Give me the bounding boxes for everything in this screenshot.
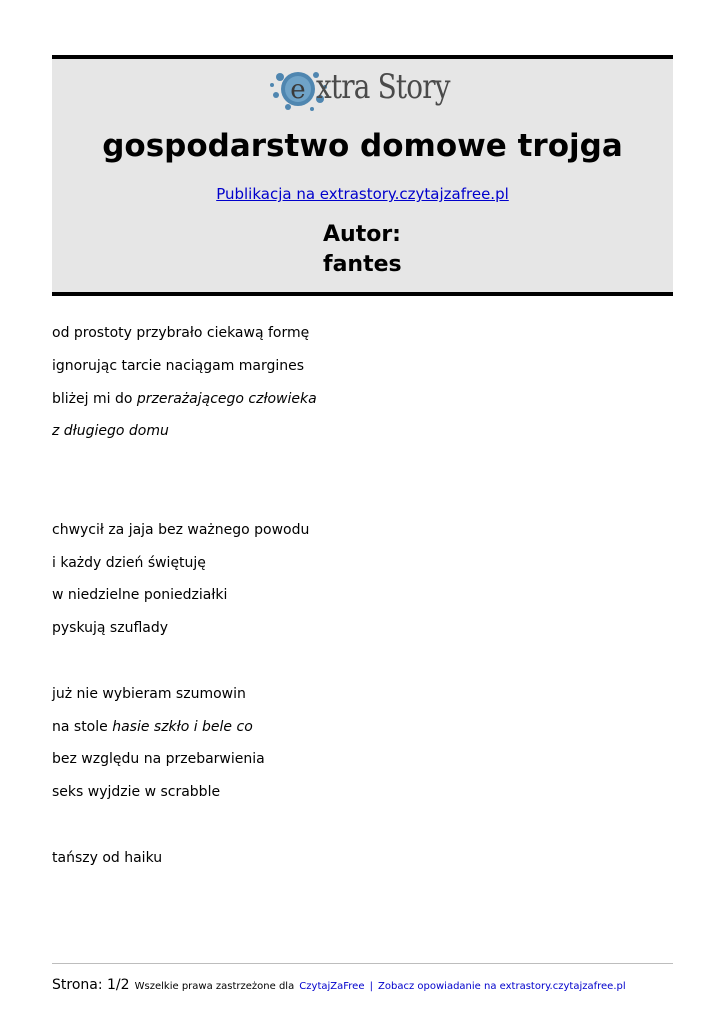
page-footer xyxy=(52,974,626,997)
poem-line: bez względu na przebarwienia xyxy=(52,751,265,768)
stanza-break xyxy=(52,486,673,508)
author-label: Autor: xyxy=(323,222,401,247)
poem-line-italic: z długiego domu xyxy=(52,423,169,440)
poem-line-plain: na stole xyxy=(52,718,113,735)
poem-line xyxy=(52,388,673,410)
czytajzafree-link[interactable]: CzytajZaFree xyxy=(299,981,365,992)
author-block xyxy=(323,220,402,280)
poem-line-italic: przerażającego człowieka xyxy=(136,390,317,407)
stanza-break xyxy=(52,453,673,475)
poem-line: ignorując tarcie naciągam margines xyxy=(52,357,305,374)
author-name: fantes xyxy=(323,252,402,277)
publication-link[interactable]: Publikacja na extrastory.czytajzafree.pl xyxy=(216,185,509,203)
stanza-break xyxy=(52,814,673,836)
document-header xyxy=(52,55,673,296)
view-story-link[interactable]: Zobacz opowiadanie na extrastory.czytajzafree.pl xyxy=(378,981,626,992)
footer-separator: | xyxy=(369,981,373,992)
poem-line: tańszy od haiku xyxy=(52,849,163,866)
poem-line xyxy=(52,420,673,442)
poem-line: w niedzielne poniedziałki xyxy=(52,587,228,604)
rights-text: Wszelkie prawa zastrzeżone dla xyxy=(134,981,295,992)
stanza-break xyxy=(52,650,673,672)
poem-line: już nie wybieram szumowin xyxy=(52,685,246,702)
poem-line: chwycił za jaja bez ważnego powodu xyxy=(52,521,310,538)
poem-body xyxy=(52,322,673,880)
story-title: gospodarstwo domowe trojga xyxy=(102,128,623,164)
logo-text: xtra Story xyxy=(316,67,450,107)
poem-line-italic: hasie szkło i bele co xyxy=(112,718,253,735)
poem-line: od prostoty przybrało ciekawą formę xyxy=(52,325,310,341)
poem-line: pyskują szuflady xyxy=(52,620,169,637)
poem-line: seks wyjdzie w scrabble xyxy=(52,784,221,801)
poem-line-plain: bliżej mi do xyxy=(52,390,137,407)
poem-line: i każdy dzień świętuję xyxy=(52,554,206,571)
extra-story-logo xyxy=(268,63,458,113)
poem-line xyxy=(52,716,673,738)
page-number: Strona: 1/2 xyxy=(52,977,130,993)
footer-divider xyxy=(52,963,673,964)
svg-text:e: e xyxy=(290,75,306,105)
